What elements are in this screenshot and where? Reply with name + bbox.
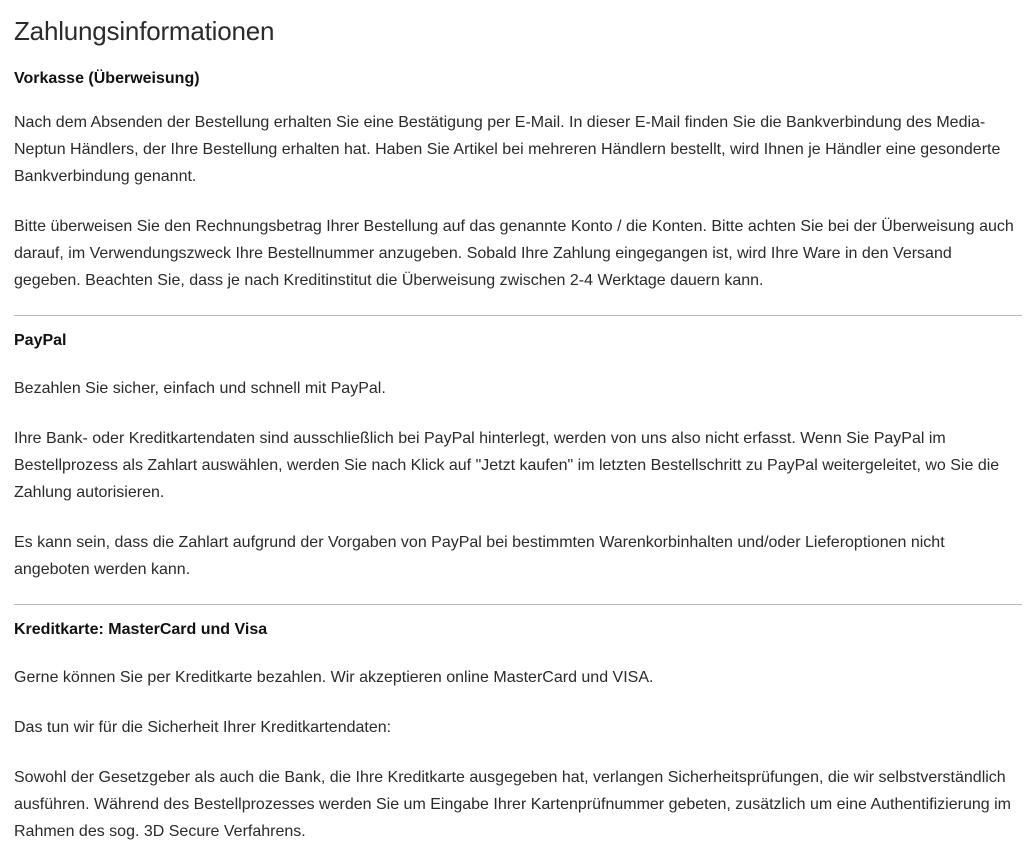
page-title: Zahlungsinformationen xyxy=(14,16,275,46)
section-divider xyxy=(14,604,1022,605)
section-prepayment xyxy=(14,68,1022,294)
section-divider xyxy=(14,315,1022,316)
section-title-paypal: PayPal xyxy=(14,332,67,349)
paypal-paragraph-1: Bezahlen Sie sicher, einfach und schnell mit PayPal. xyxy=(14,380,386,397)
credit-card-paragraph-3: Sowohl der Gesetzgeber als auch die Bank, die Ihre Kreditkarte ausgegeben hat, verlangen Sicherheitsprüfungen, die wir selbstverständlich ausführen. Während des Bestellprozesses werden Sie um Eingabe Ihrer Kartenprüfnummer gebeten, zusätzlich um eine Authentifizierung im Rahmen des sog. 3D Secure Verfahrens. xyxy=(14,769,1011,840)
section-title-prepayment: Vorkasse (Überweisung) xyxy=(14,70,200,87)
prepayment-paragraph-1: Nach dem Absenden der Bestellung erhalten Sie eine Bestätigung per E-Mail. In dieser E-Mail finden Sie die Bankverbindung des Media-Neptun Händlers, der Ihre Bestellung erhalten hat. Haben Sie Artikel bei mehreren Händlern bestellt, wird Ihnen je Händler eine gesonderte Bankverbindung genannt. xyxy=(14,114,1001,185)
paypal-paragraph-3: Es kann sein, dass die Zahlart aufgrund der Vorgaben von PayPal bei bestimmten Warenkorbinhalten und/oder Lieferoptionen nicht angeboten werden kann. xyxy=(14,534,945,578)
section-credit-card xyxy=(14,619,1022,845)
section-paypal xyxy=(14,330,1022,583)
paypal-paragraph-2: Ihre Bank- oder Kreditkartendaten sind ausschließlich bei PayPal hinterlegt, werden von uns also nicht erfasst. Wenn Sie PayPal im Bestellprozess als Zahlart auswählen, werden Sie nach Klick auf "Jetzt kaufen" im letzten Bestellschritt zu PayPal weitergeleitet, wo Sie die Zahlung autorisieren. xyxy=(14,430,1000,501)
section-title-credit-card: Kreditkarte: MasterCard und Visa xyxy=(14,621,268,638)
prepayment-paragraph-2: Bitte überweisen Sie den Rechnungsbetrag Ihrer Bestellung auf das genannte Konto / die Konten. Bitte achten Sie bei der Überweisung auch darauf, im Verwendungszweck Ihre Bestellnummer anzugeben. Sobald Ihre Zahlung eingegangen ist, wird Ihre Ware in den Versand gegeben. Beachten Sie, dass je nach Kreditinstitut die Überweisung zwischen 2-4 Werktage dauern kann. xyxy=(14,218,1014,289)
credit-card-paragraph-1: Gerne können Sie per Kreditkarte bezahlen. Wir akzeptieren online MasterCard und VISA. xyxy=(14,669,654,686)
credit-card-paragraph-2: Das tun wir für die Sicherheit Ihrer Kreditkartendaten: xyxy=(14,719,392,736)
